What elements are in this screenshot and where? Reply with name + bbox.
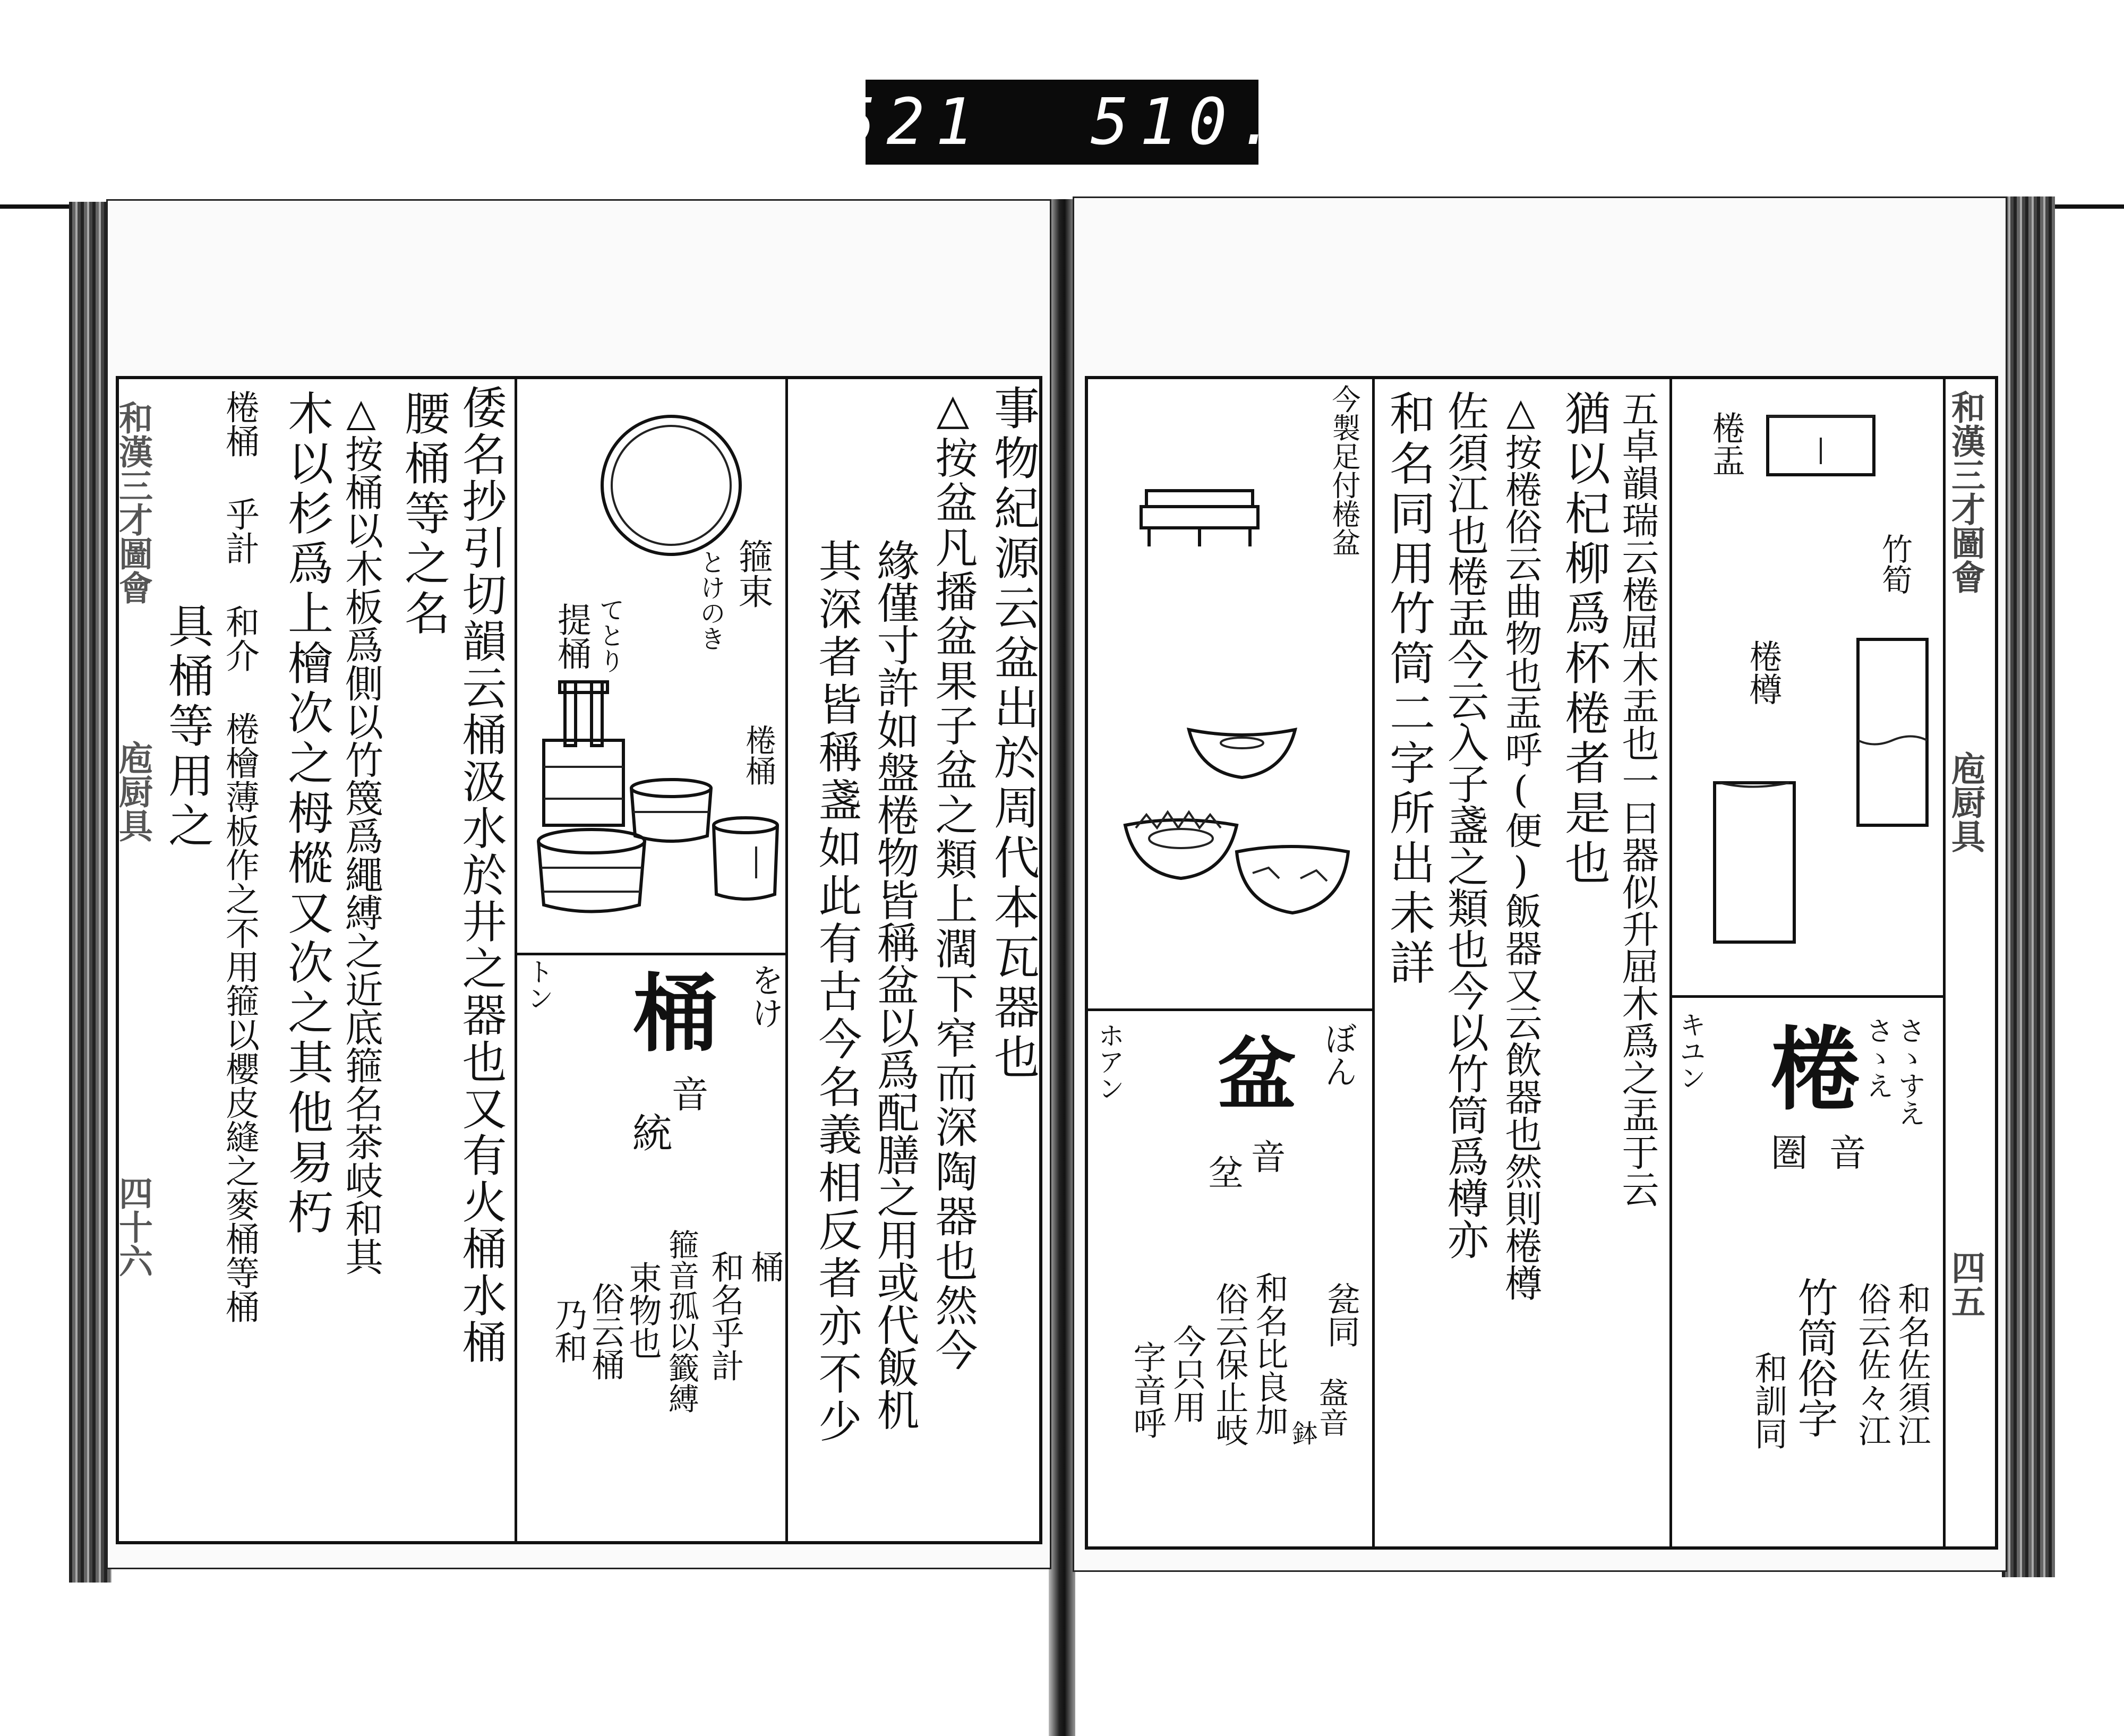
label-juan-tong: 棬桶 [740,724,776,786]
left-text-col-3: 緣僅寸許如盤棬物皆稱盆以爲配膳之用或代飯机 [870,538,919,1431]
label-juan-zun: 棬樽 [1744,639,1783,705]
right-variant-2: 瓫同 [1322,1282,1360,1348]
right-divider-3 [1672,995,1943,998]
left-kun: 乃和 [549,1298,588,1364]
right-page-edge [2002,196,2055,1577]
right-divider-4 [1088,1008,1372,1011]
left-text-col-2: △按盆凡播盆果子盆之類上濶下窄而深陶器也然今 [928,384,978,1373]
tub-illustrations [533,767,783,926]
right-side-kana-1: キユン [1675,1011,1706,1091]
left-divider-2 [785,379,788,1541]
bowl-illustrations [1115,719,1369,942]
label-juan-yu: 棬盂 [1707,411,1745,477]
left-page-edge [69,202,112,1583]
left-headword-yin: 統 [626,1112,673,1152]
left-wamyo: 和名乎計 [706,1250,744,1382]
catalog-number-right: 510. [1090,85,1287,159]
left-headword-kana: をけ [746,963,784,1029]
label-new-bowl: 今製足付棬盆 [1328,384,1361,557]
catalog-number-left: 521 [837,85,984,159]
right-variant2b-2: 鉢 [1288,1420,1317,1446]
right-headword-1-kana2: さゝえ [1861,1016,1893,1099]
left-variant: 桶 [746,1250,784,1283]
right-header-section: 庖厨具 [1946,751,1985,853]
right-headword-1-yin-label: 音 [1823,1133,1866,1170]
right-wamyo-2: 和名比良加 [1250,1271,1289,1436]
right-headword-2-kana: ぼん [1319,1022,1358,1088]
left-headword: 桶 [619,969,718,1054]
footed-tray-illustration [1136,480,1263,554]
left-zoku: 俗云桶 [586,1282,625,1381]
right-headword-1-yin: 圏 [1765,1133,1808,1170]
right-kun-1: 和訓同 [1749,1351,1788,1450]
label-zui-shu: 箍束 [732,538,773,609]
right-divider-1 [1372,379,1375,1546]
right-headword-2: 盆 [1203,1032,1297,1112]
label-ti-tong-kana: てとり [595,597,624,673]
right-now-2: 今只用 [1168,1324,1206,1423]
label-zhu-yun: 竹筍 [1877,533,1913,595]
left-header-title: 和漢三才圖會 [113,400,153,604]
left-header-folio: 四十六 [113,1176,153,1278]
right-headword-1: 棬 [1754,1022,1861,1112]
right-yinhu-2: 字音呼 [1128,1340,1167,1439]
left-text-col-4: 其深者皆稱盞如此有古今名義相反者亦不少 [811,538,862,1447]
left-page-frame [113,376,1042,1544]
left-text-col-10: 具桶等用之 [160,602,213,852]
right-zoku-ji-1: 竹筒俗字 [1791,1277,1838,1438]
right-header-folio: 四五 [1946,1250,1985,1318]
right-header-title: 和漢三才圖會 [1946,390,1985,594]
left-text-col-9: 棬桶 乎計 和介 棬檜薄板作之不用箍以櫻皮縫之麥桶等桶 [220,390,259,1323]
right-text-col-1: 五卓韻瑞云棬屈木盂也一曰器似升屈木爲之盂于云 [1616,390,1659,1208]
right-text-col-3: △按棬俗云曲物也盂呼(便)飯器又云飲器也然則棬樽 [1499,390,1543,1301]
bucket-hoop-illustration [597,411,746,560]
left-zuo: 箍音孤以籤縛 [663,1229,699,1414]
left-page [106,199,1051,1569]
label-ti-tong: 提桶 [552,602,591,670]
right-variant2-2: 盋音 [1314,1378,1349,1437]
left-divider-3 [517,953,785,955]
juan-zun-illustration [1709,777,1800,947]
right-headword-2-yin: 坌 [1202,1155,1243,1190]
catalog-number-plate [837,80,1287,165]
juan-yu-illustration [1762,406,1879,485]
right-text-col-4: 佐須江也棬盂今云入子盞之類也今以竹筒爲樽亦 [1441,390,1488,1260]
left-side-kana: トン [523,958,554,1011]
label-zui-shu-kana: とけのき [696,549,725,651]
left-divider-1 [515,379,517,1541]
right-wamyo-1: 和名佐須江 [1892,1282,1931,1447]
right-side-kana-2: ホアン [1094,1022,1125,1101]
left-text-col-6: 腰桶等之名 [397,390,450,639]
right-text-col-2: 猶以杞柳爲杯棬者是也 [1557,390,1610,889]
left-text-col-1: 事物紀源云盆出於周代本瓦器也 [986,384,1039,1083]
right-headword-1-kana: さゝすえ [1893,1016,1925,1127]
book-spine [1049,199,1075,1736]
left-header-section: 庖厨具 [113,740,153,842]
right-page-frame [1085,376,1998,1550]
left-shu: 束物也 [623,1261,662,1359]
right-page [1073,196,2007,1572]
left-headword-yin-label: 音 [665,1075,709,1112]
right-zoku-2: 俗云保止岐 [1210,1282,1249,1447]
right-headword-2-yin-label: 音 [1245,1139,1286,1174]
right-divider-2 [1669,379,1672,1546]
left-text-col-8: 木以杉爲上檜次之栂樅又次之其他易朽 [280,390,333,1238]
right-zoku-1: 俗云佐々江 [1853,1282,1891,1447]
left-text-col-7: △按桶以木板爲側以竹篾爲繩縛之近底箍名茶岐和其 [339,390,383,1276]
right-margin-divider [1943,379,1946,1546]
left-text-col-5: 倭名抄引切韻云桶汲水於井之器也又有火桶水桶 [455,384,507,1366]
right-text-col-5: 和名同用竹筒二字所出未詳 [1382,390,1435,989]
zhu-yun-illustration [1853,634,1938,836]
